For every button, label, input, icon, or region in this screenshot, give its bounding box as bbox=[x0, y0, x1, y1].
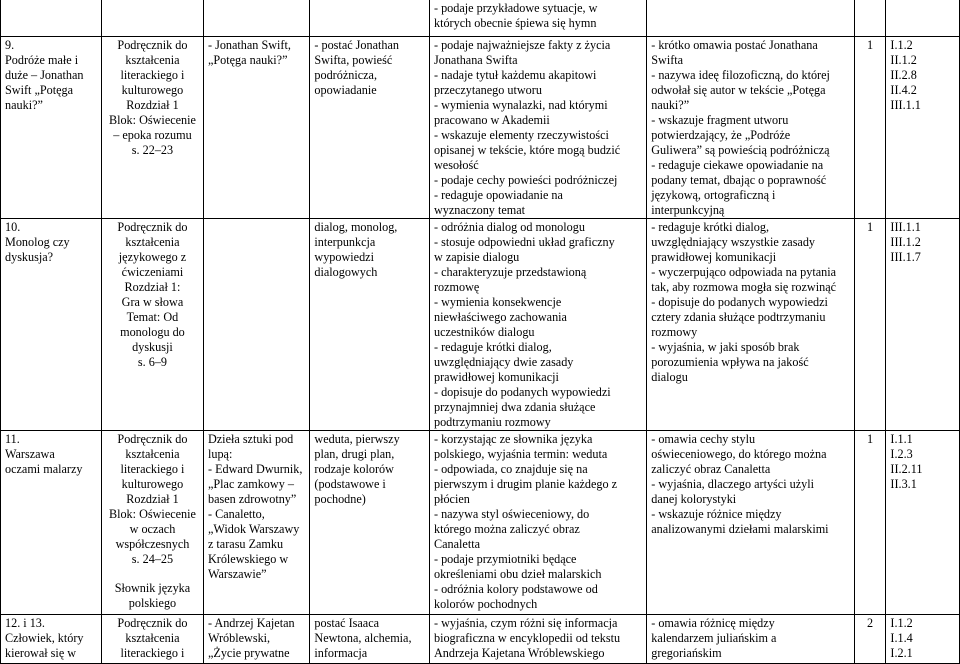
hours-cell bbox=[854, 615, 886, 664]
cell-line: wesołość bbox=[433, 158, 479, 172]
cell-line: weduta, pierwszy bbox=[314, 432, 400, 446]
cell-line: - nazywa ideę filozoficzną, do której bbox=[651, 68, 830, 82]
lesson-cell bbox=[1, 0, 102, 37]
cell-line: Wróblewski, bbox=[207, 631, 271, 645]
cell-line: I.1.2 bbox=[890, 616, 913, 630]
cell-line: s. 6–9 bbox=[137, 355, 168, 369]
cell-line: porozumienia wpływa na jakość bbox=[651, 355, 809, 369]
cell-line: rozmowę bbox=[433, 280, 480, 294]
cell-line: pierwszym i drugim planie każdego z bbox=[433, 477, 618, 491]
cell-line: uwzględniający dwie zasady bbox=[433, 355, 574, 369]
cell-line: 1 bbox=[866, 432, 874, 446]
cell-line: - podaje cechy powieści podróżniczej bbox=[433, 173, 618, 187]
extended-requirements-cell bbox=[647, 431, 854, 615]
cell-line: Słownik języka bbox=[114, 581, 191, 595]
cell-line: polskiego bbox=[128, 596, 177, 610]
cell-line: - wyjaśnia, dlaczego artyści użyli bbox=[651, 477, 815, 491]
cell-line: - nazywa styl oświeceniowy, do bbox=[433, 507, 590, 521]
cell-line: „Potęga nauki?” bbox=[207, 53, 288, 67]
cell-line: III.1.2 bbox=[890, 235, 921, 249]
cell-line bbox=[106, 567, 199, 581]
cell-line: II.2.11 bbox=[890, 462, 923, 476]
cell-line: III.1.1 bbox=[890, 220, 921, 234]
cell-line: I.2.3 bbox=[890, 447, 913, 461]
cell-line: analizowanymi dziełami malarskimi bbox=[651, 522, 829, 536]
cell-line: kierował się w bbox=[5, 646, 77, 660]
cell-line: II.4.2 bbox=[890, 83, 917, 97]
cell-line: Blok: Oświecenie bbox=[108, 507, 196, 521]
cell-line: kolorów pochodnych bbox=[433, 597, 538, 611]
cell-line: cztery zdania służące podtrzymaniu bbox=[651, 310, 826, 324]
cell-line: biograficzna w encyklopedii od tekstu bbox=[433, 631, 621, 645]
cell-line: - wskazuje różnice między bbox=[651, 507, 782, 521]
cell-line: Warszawie” bbox=[207, 567, 267, 581]
cell-line: - redaguje krótki dialog, bbox=[433, 340, 552, 354]
cell-line: pochodne) bbox=[314, 492, 366, 506]
curriculum-codes-cell bbox=[886, 0, 960, 37]
cell-line: uczestników dialogu bbox=[433, 325, 535, 339]
cell-line: nauki?” bbox=[651, 98, 690, 112]
textbook-cell bbox=[101, 431, 203, 615]
cell-line: - Canaletto, bbox=[207, 507, 265, 521]
cell-line: interpunkcyjną bbox=[651, 203, 725, 217]
cell-line: dyskusji bbox=[132, 340, 173, 354]
cell-line: tak, aby rozmowa mogła się rozwinąć bbox=[651, 280, 837, 294]
lesson-cell bbox=[1, 219, 102, 431]
cell-line: podtrzymaniu rozmowy bbox=[433, 415, 551, 429]
cell-line: kalendarzem juliańskim a bbox=[651, 631, 777, 645]
texts-cell bbox=[203, 431, 309, 615]
lesson-cell bbox=[1, 37, 102, 219]
cell-line: rodzaje kolorów bbox=[314, 462, 394, 476]
cell-line: - podaje przykładowe sytuacje, w bbox=[433, 1, 598, 15]
textbook-cell bbox=[101, 615, 203, 664]
cell-line: Swifta, powieść bbox=[314, 53, 393, 67]
cell-line: I.2.1 bbox=[890, 646, 913, 660]
cell-line: którego można zaliczyć obraz bbox=[433, 522, 580, 536]
cell-line: Andrzeja Kajetana Wróblewskiego bbox=[433, 646, 605, 660]
cell-line: odwołał się autor w tekście „Potęga bbox=[651, 83, 826, 97]
cell-line: „Widok Warszawy bbox=[207, 522, 300, 536]
cell-line: kulturowego bbox=[121, 83, 184, 97]
cell-line: uwzględniający wszystkie zasady bbox=[651, 235, 816, 249]
cell-line: literackiego i bbox=[120, 68, 185, 82]
cell-line: I.1.4 bbox=[890, 631, 913, 645]
cell-line: I.1.2 bbox=[890, 38, 913, 52]
cell-line: potwierdzający, że „Podróże bbox=[651, 128, 791, 142]
cell-line: podany temat, dbając o poprawność bbox=[651, 173, 827, 187]
cell-line: literackiego i bbox=[120, 646, 185, 660]
extended-requirements-cell bbox=[647, 615, 854, 664]
cell-line: II.1.2 bbox=[890, 53, 917, 67]
cell-line: 2 bbox=[866, 616, 874, 630]
cell-line: Rozdział 1 bbox=[126, 492, 179, 506]
cell-line: prawidłowej komunikacji bbox=[651, 250, 777, 264]
cell-line: 1 bbox=[866, 220, 874, 234]
cell-line: Blok: Oświecenie bbox=[108, 113, 196, 127]
cell-line: - redaguje ciekawe opowiadanie na bbox=[651, 158, 824, 172]
cell-line: językowego z bbox=[118, 250, 187, 264]
concepts-cell bbox=[310, 431, 430, 615]
cell-line: kształcenia bbox=[125, 235, 180, 249]
cell-line: - wymienia konsekwencje bbox=[433, 295, 562, 309]
cell-line: Podręcznik do bbox=[117, 38, 188, 52]
cell-line: - wymienia wynalazki, nad którymi bbox=[433, 98, 608, 112]
curriculum-codes-cell bbox=[886, 431, 960, 615]
cell-line: - wskazuje elementy rzeczywistości bbox=[433, 128, 609, 142]
cell-line: interpunkcja bbox=[314, 235, 376, 249]
cell-line: dialogu bbox=[651, 370, 688, 384]
cell-line: Newtona, alchemia, bbox=[314, 631, 412, 645]
extended-requirements-cell bbox=[647, 219, 854, 431]
cell-line: dialog, monolog, bbox=[314, 220, 398, 234]
cell-line: - Andrzej Kajetan bbox=[207, 616, 295, 630]
concepts-cell bbox=[310, 219, 430, 431]
cell-line: - podaje najważniejsze fakty z życia bbox=[433, 38, 611, 52]
table-row bbox=[1, 219, 960, 431]
cell-line: „Plac zamkowy – bbox=[207, 477, 294, 491]
cell-line: Swifta bbox=[651, 53, 684, 67]
cell-line: ćwiczeniami bbox=[121, 265, 184, 279]
hours-cell bbox=[854, 431, 886, 615]
cell-line: Człowiek, który bbox=[5, 631, 84, 645]
cell-line: - podaje przymiotniki będące bbox=[433, 552, 577, 566]
cell-line: opowiadanie bbox=[314, 83, 377, 97]
cell-line: z tarasu Zamku bbox=[207, 537, 284, 551]
extended-requirements-cell bbox=[647, 37, 854, 219]
cell-line: - wskazuje fragment utworu bbox=[651, 113, 789, 127]
cell-line: Podręcznik do bbox=[117, 616, 188, 630]
extended-requirements-cell bbox=[647, 0, 854, 37]
hours-cell bbox=[854, 0, 886, 37]
cell-line: Canaletta bbox=[433, 537, 481, 551]
cell-line: oczami malarzy bbox=[5, 462, 83, 476]
cell-line: - wyjaśnia, w jaki sposób brak bbox=[651, 340, 800, 354]
cell-line: - redaguje krótki dialog, bbox=[651, 220, 770, 234]
cell-line: współczesnych bbox=[115, 537, 190, 551]
cell-line: plan, drugi plan, bbox=[314, 447, 395, 461]
cell-line: Rozdział 1 bbox=[126, 98, 179, 112]
cell-line: nauki?” bbox=[5, 98, 43, 112]
cell-line: s. 22–23 bbox=[131, 143, 174, 157]
textbook-cell bbox=[101, 37, 203, 219]
table-row bbox=[1, 0, 960, 37]
cell-line: 11. bbox=[5, 432, 20, 446]
cell-line: - dopisuje do podanych wypowiedzi bbox=[651, 295, 828, 309]
cell-line: Temat: Od bbox=[126, 310, 179, 324]
cell-line: oświeceniowego, do którego można bbox=[651, 447, 827, 461]
cell-line: określeniami obu dzieł malarskich bbox=[433, 567, 602, 581]
cell-line: - nadaje tytuł każdemu akapitowi bbox=[433, 68, 597, 82]
cell-line: lupą: bbox=[207, 447, 233, 461]
cell-line: kształcenia bbox=[125, 631, 180, 645]
cell-line: 12. i 13. bbox=[5, 616, 45, 630]
cell-line: kształcenia bbox=[125, 447, 180, 461]
cell-line: rozmowy bbox=[651, 325, 698, 339]
concepts-cell bbox=[310, 37, 430, 219]
texts-cell bbox=[203, 219, 309, 431]
cell-line: II.3.1 bbox=[890, 477, 917, 491]
textbook-cell bbox=[101, 219, 203, 431]
cell-line: 9. bbox=[5, 38, 15, 52]
cell-line: Królewskiego w bbox=[207, 552, 289, 566]
curriculum-codes-cell bbox=[886, 219, 960, 431]
cell-line: danej kolorystyki bbox=[651, 492, 737, 506]
basic-requirements-cell bbox=[429, 37, 646, 219]
cell-line: kulturowego bbox=[121, 477, 184, 491]
cell-line: podróżnicza, bbox=[314, 68, 377, 82]
cell-line: informacja bbox=[314, 646, 368, 660]
cell-line: prawidłowej komunikacji bbox=[433, 370, 559, 384]
texts-cell bbox=[203, 0, 309, 37]
cell-line: (podstawowe i bbox=[314, 477, 386, 491]
cell-line: Monolog czy bbox=[5, 235, 70, 249]
cell-line: - postać Jonathan bbox=[314, 38, 400, 52]
cell-line: postać Isaaca bbox=[314, 616, 380, 630]
cell-line: - krótko omawia postać Jonathana bbox=[651, 38, 818, 52]
cell-line: Podróże małe i bbox=[5, 53, 79, 67]
lesson-cell bbox=[1, 431, 102, 615]
texts-cell bbox=[203, 615, 309, 664]
cell-line: wypowiedzi bbox=[314, 250, 374, 264]
cell-line: Warszawa bbox=[5, 447, 55, 461]
cell-line: I.1.1 bbox=[890, 432, 913, 446]
concepts-cell bbox=[310, 615, 430, 664]
cell-line: - odróżnia dialog od monologu bbox=[433, 220, 585, 234]
hours-cell bbox=[854, 37, 886, 219]
cell-line: - wyjaśnia, czym różni się informacja bbox=[433, 616, 618, 630]
cell-line: - redaguje opowiadanie na bbox=[433, 188, 563, 202]
cell-line: dyskusja? bbox=[5, 250, 54, 264]
cell-line: kształcenia bbox=[125, 53, 180, 67]
cell-line: duże – Jonathan bbox=[5, 68, 84, 82]
cell-line: Podręcznik do bbox=[117, 432, 188, 446]
cell-line: literackiego i bbox=[120, 462, 185, 476]
concepts-cell bbox=[310, 0, 430, 37]
basic-requirements-cell bbox=[429, 219, 646, 431]
cell-line: s. 24–25 bbox=[131, 552, 174, 566]
cell-line: Gra w słowa bbox=[121, 295, 184, 309]
cell-line: Guliwera” są powieścią podróżniczą bbox=[651, 143, 830, 157]
cell-line: - stosuje odpowiedni układ graficzny bbox=[433, 235, 615, 249]
cell-line: 10. bbox=[5, 220, 21, 234]
cell-line: polskiego, wyjaśnia termin: weduta bbox=[433, 447, 608, 461]
cell-line: - Edward Dwurnik, bbox=[207, 462, 303, 476]
cell-line: basen zdrowotny” bbox=[207, 492, 297, 506]
cell-line: - charakteryzuje przedstawioną bbox=[433, 265, 587, 279]
cell-line: których obecnie śpiewa się hymn bbox=[433, 16, 597, 30]
cell-line: w oczach bbox=[129, 522, 176, 536]
cell-line: opisanej w tekście, które mogą budzić bbox=[433, 143, 621, 157]
table-row bbox=[1, 431, 960, 615]
hours-cell bbox=[854, 219, 886, 431]
cell-line: III.1.7 bbox=[890, 250, 921, 264]
cell-line: 1 bbox=[866, 38, 874, 52]
curriculum-codes-cell bbox=[886, 615, 960, 664]
cell-line: dialogowych bbox=[314, 265, 378, 279]
cell-line: monologu do bbox=[120, 325, 185, 339]
cell-line: II.2.8 bbox=[890, 68, 917, 82]
table-row bbox=[1, 615, 960, 664]
cell-line: - odróżnia kolory podstawowe od bbox=[433, 582, 598, 596]
cell-line: Podręcznik do bbox=[117, 220, 188, 234]
cell-line: Dzieła sztuki pod bbox=[207, 432, 294, 446]
texts-cell bbox=[203, 37, 309, 219]
cell-line: – epoka rozumu bbox=[113, 128, 192, 142]
cell-line: III.1.1 bbox=[890, 98, 921, 112]
cell-line: pracowano w Akademii bbox=[433, 113, 550, 127]
cell-line: - omawia różnicę między bbox=[651, 616, 775, 630]
cell-line: - odpowiada, co znajduje się na bbox=[433, 462, 588, 476]
basic-requirements-cell bbox=[429, 615, 646, 664]
cell-line: przynajmniej dwa zdania służące bbox=[433, 400, 596, 414]
cell-line: - dopisuje do podanych wypowiedzi bbox=[433, 385, 611, 399]
cell-line: w zapisie dialogu bbox=[433, 250, 520, 264]
textbook-cell bbox=[101, 0, 203, 37]
lesson-cell bbox=[1, 615, 102, 664]
curriculum-codes-cell bbox=[886, 37, 960, 219]
basic-requirements-cell bbox=[429, 0, 646, 37]
cell-line: płócien bbox=[433, 492, 470, 506]
cell-line: - Jonathan Swift, bbox=[207, 38, 291, 52]
cell-line: Swift „Potęga bbox=[5, 83, 74, 97]
cell-line: - korzystając ze słownika języka bbox=[433, 432, 593, 446]
cell-line: zaliczyć obraz Canaletta bbox=[651, 462, 771, 476]
cell-line: Rozdział 1: bbox=[124, 280, 181, 294]
cell-line: gregoriańskim bbox=[651, 646, 722, 660]
table-row bbox=[1, 37, 960, 219]
cell-line: językową, ortograficzną i bbox=[651, 188, 776, 202]
cell-line: wyznaczony temat bbox=[433, 203, 526, 217]
cell-line: - wyczerpująco odpowiada na pytania bbox=[651, 265, 836, 279]
cell-line: przeczytanego utworu bbox=[433, 83, 542, 97]
cell-line: „Życie prywatne bbox=[207, 646, 290, 660]
basic-requirements-cell bbox=[429, 431, 646, 615]
cell-line: - omawia cechy stylu bbox=[651, 432, 756, 446]
cell-line: niewłaściwego zachowania bbox=[433, 310, 567, 324]
cell-line: Jonathana Swifta bbox=[433, 53, 518, 67]
